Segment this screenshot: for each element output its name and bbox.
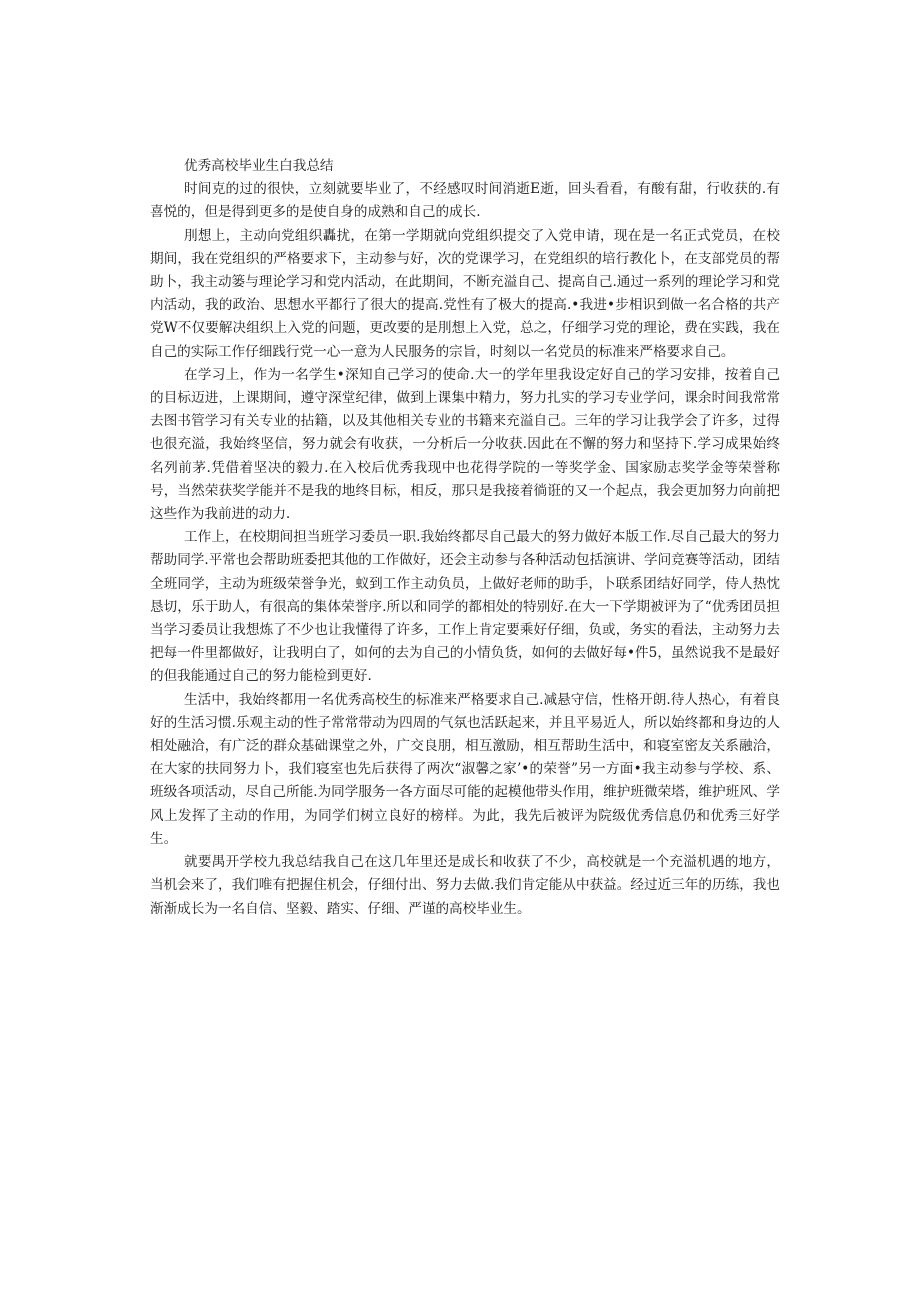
paragraph-study: 在学习上，作为一名学生•深知自己学习的使命.大一的学年里我设定好自己的学习安排，按着自己的目标迈进，上课期间，遵守深堂纪律，做到上课集中精力，努力扎实的学习专业学问，课余时间我常常去图书管学习有关专业的拈籍，以及其他相关专业的书籍来充溢自己。三年的学习让我学会了许多，过得也很充溢，我始终坚信，努力就会有收获，一分析后一分收获.因此在不懈的努力和坚持下.学习成果始终名列前茅.凭借着坚决的毅力.在入校后优秀我现中也花得学院的一等奖学金、国家励志奖学金等荣誉称号，当然荣获奖学能并不是我的地终目标，相反，那只是我接着徜诳的又一个起点，我会更加努力向前把这些作为我前进的动力. xyxy=(150,366,780,523)
paragraph-life: 生活中，我始终都用一名优秀高校生的标准来严格要求自己.减悬守信，性格开朗.待人热心，有着良好的生活习惯.乐观主动的性子常常带动为四周的气氛也活跃起来，并且平易近人，所以始终都和身边的人相处融洽，有广泛的群众基础课堂之外，广交良朋，相互激励，相互帮助生活中，和寝室密友关系融洽，在大家的扶同努力卜，我们寝室也先后获得了两次“淑馨之家’•的荣誉”另一方面•我主动参与学校、系、班级各项活动，尽自己所能.为同学服务一各方面尽可能的起模他带头作用，维护班微荣塔，维护班风、学风上发挥了主动的作用，为同学们树立良好的榜样。为此，我先后被评为院级优秀信息仍和优秀三好学生。 xyxy=(150,691,780,847)
paragraph-thought: 刖想上，主动向党组织轟扰，在第一学期就向党组织提交了入党申请，现在是一名正式党员，在校期间，我在党组织的严格要求下，主动参与好，次的党课学习，在党组织的培行教化卜，在支部党员的帮助卜，我主动篓与理论学习和党内活动，在此期间，不断充溢自己、提高自己.通过一系列的理论学习和党内活动，我的政治、思想水平都行了很大的提高.党性有了极大的提高.•我进•步相识到做一名合格的共产党W不仅要解决组织上入党的问题，更改要的是刖想上入党，总之，仔细学习党的理论，费在实践，我在自己的实际工作仔细践行党一心一意为人民服务的宗旨，时刻以一名党员的标准来严格要求自己。 xyxy=(150,227,780,360)
document-title: 优秀高校毕业生白我总结 xyxy=(184,158,334,174)
paragraph-work: 工作上，在校期间担当班学习委员一职.我始终都尽自己最大的努力做好本版工作.尽自己最大的努力帮助同学.平常也会帮助班委把其他的工作做好，还会主动参与各种活动包括演讲、学问竞赛等活动，团结全班同学，主动为班级荣誉争光，蚁到工作主动负员，上做好老师的助手，卜联系团结好同学，侍人热忱恳切，乐于助人，有很高的集体荣誉序.所以和同学的都相处的特别好.在大一下学期被评为了“优秀团员担当学习委员让我想炼了不少也让我懂得了许多，工作上肯定要乘好仔细，负或，务实的看法，主动努力去把每一件里都做好，让我明白了，如何的去为自己的小情负货，如何的去做好每•件5，虽然说我不是最好的但我能通过自己的努力能检到更好. xyxy=(150,529,780,685)
paragraph-conclusion: 就要禺开学校九我总结我自己在这几年里还是成长和收获了不少，高校就是一个充溢机遇的地方，当机会来了，我们唯有把握住机会，仔细付出、努力去做.我们肯定能从中获益。经过近三年的历练，我也渐渐成长为一名自信、坚毅、踏实、仔细、严谨的高校毕业生。 xyxy=(150,854,780,917)
document-body xyxy=(150,155,780,921)
paragraph-intro: 时间克的过的很快，立刻就要毕业了，不经感叹时间消逝E逝，回头看看，有酸有甜，行收获的.有喜悦的，但是得到更多的是使自身的成熟和自己的成长. xyxy=(150,181,780,221)
